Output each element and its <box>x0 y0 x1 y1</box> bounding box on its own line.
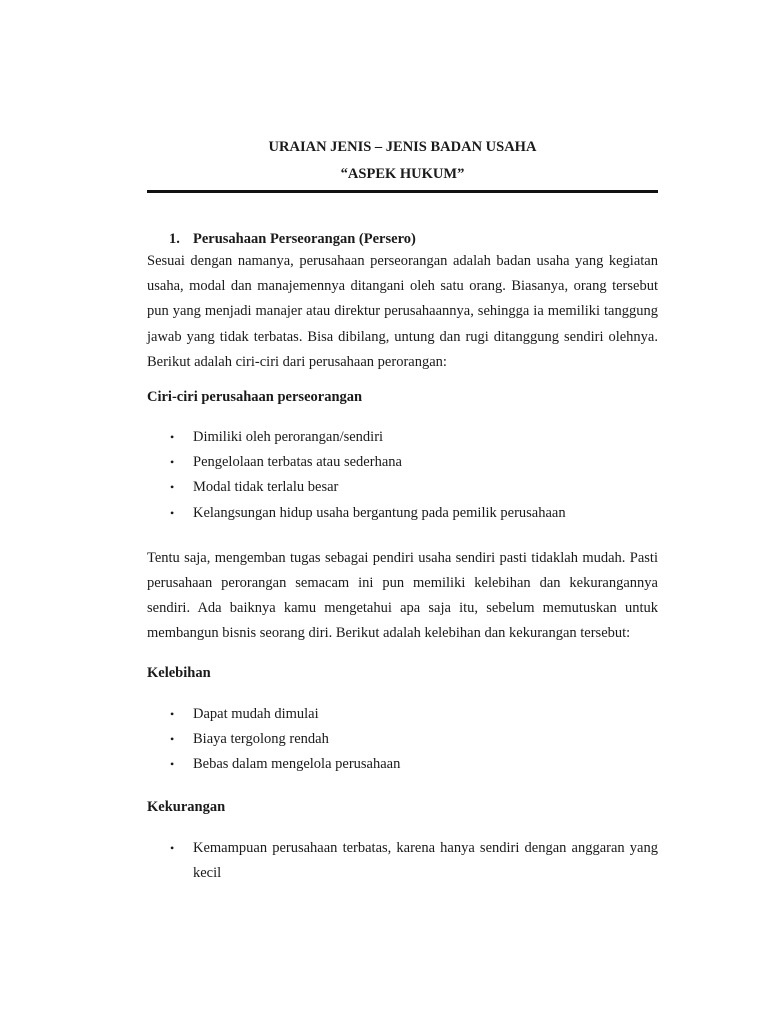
kekurangan-heading: Kekurangan <box>147 799 226 816</box>
bullet-icon: • <box>170 706 175 721</box>
list-item: • Pengelolaan terbatas atau sederhana <box>147 450 658 475</box>
bullet-icon: • <box>170 455 175 470</box>
paragraph-2: Tentu saja, mengemban tugas sebagai pendiri usaha sendiri pasti tidaklah mudah. Pasti perusahaan perorangan semacam ini pun memiliki kelebihan dan kekurangannya sendiri. Ada baiknya kamu mengetahui apa saja itu, sebelum memutuskan untuk membangun bisnis seorang diri. Berikut adalah kelebihan dan kekurangan tersebut: <box>147 549 658 642</box>
section-heading <box>147 229 658 249</box>
document-content <box>147 137 658 887</box>
list-item: • Kemampuan perusahaan terbatas, karena hanya sendiri dengan anggaran yang kecil <box>147 836 658 886</box>
title-divider <box>147 190 658 193</box>
kekurangan-list <box>147 836 658 886</box>
bullet-icon: • <box>170 841 175 856</box>
list-item: • Biaya tergolong rendah <box>147 727 658 752</box>
ciri-list <box>147 425 658 526</box>
intro-paragraph: Sesuai dengan namanya, perusahaan perseorangan adalah badan usaha yang kegiatan usaha, modal dan manajemennya ditangani oleh satu orang. Biasanya, orang tersebut pun yang menjadi manajer atau direktur perusahaannya, sehingga ia memiliki tanggung jawab yang tidak terbatas. Bisa dibilang, untung dan rugi ditanggung sendiri olehnya. Berikut adalah ciri-ciri dari perusahaan perorangan: <box>147 253 658 370</box>
section-title: Perusahaan Perseorangan (Persero) <box>193 231 416 247</box>
kelebihan-heading: Kelebihan <box>147 664 211 681</box>
bullet-icon: • <box>170 430 175 445</box>
kelebihan-list <box>147 702 658 778</box>
bullet-icon: • <box>170 480 175 495</box>
list-item: • Dapat mudah dimulai <box>147 702 658 727</box>
list-item: • Dimiliki oleh perorangan/sendiri <box>147 425 658 450</box>
bullet-icon: • <box>170 505 175 520</box>
bullet-icon: • <box>170 757 175 772</box>
document-title: URAIAN JENIS – JENIS BADAN USAHA <box>268 139 537 155</box>
list-item: • Modal tidak terlalu besar <box>147 475 658 500</box>
list-item: • Bebas dalam mengelola perusahaan <box>147 752 658 777</box>
section-number: 1. <box>169 231 180 247</box>
document-subtitle: “ASPEK HUKUM” <box>340 166 465 182</box>
ciri-heading: Ciri-ciri perusahaan perseorangan <box>147 389 363 406</box>
bullet-icon: • <box>170 731 175 746</box>
list-item: • Kelangsungan hidup usaha bergantung pada pemilik perusahaan <box>147 501 658 526</box>
